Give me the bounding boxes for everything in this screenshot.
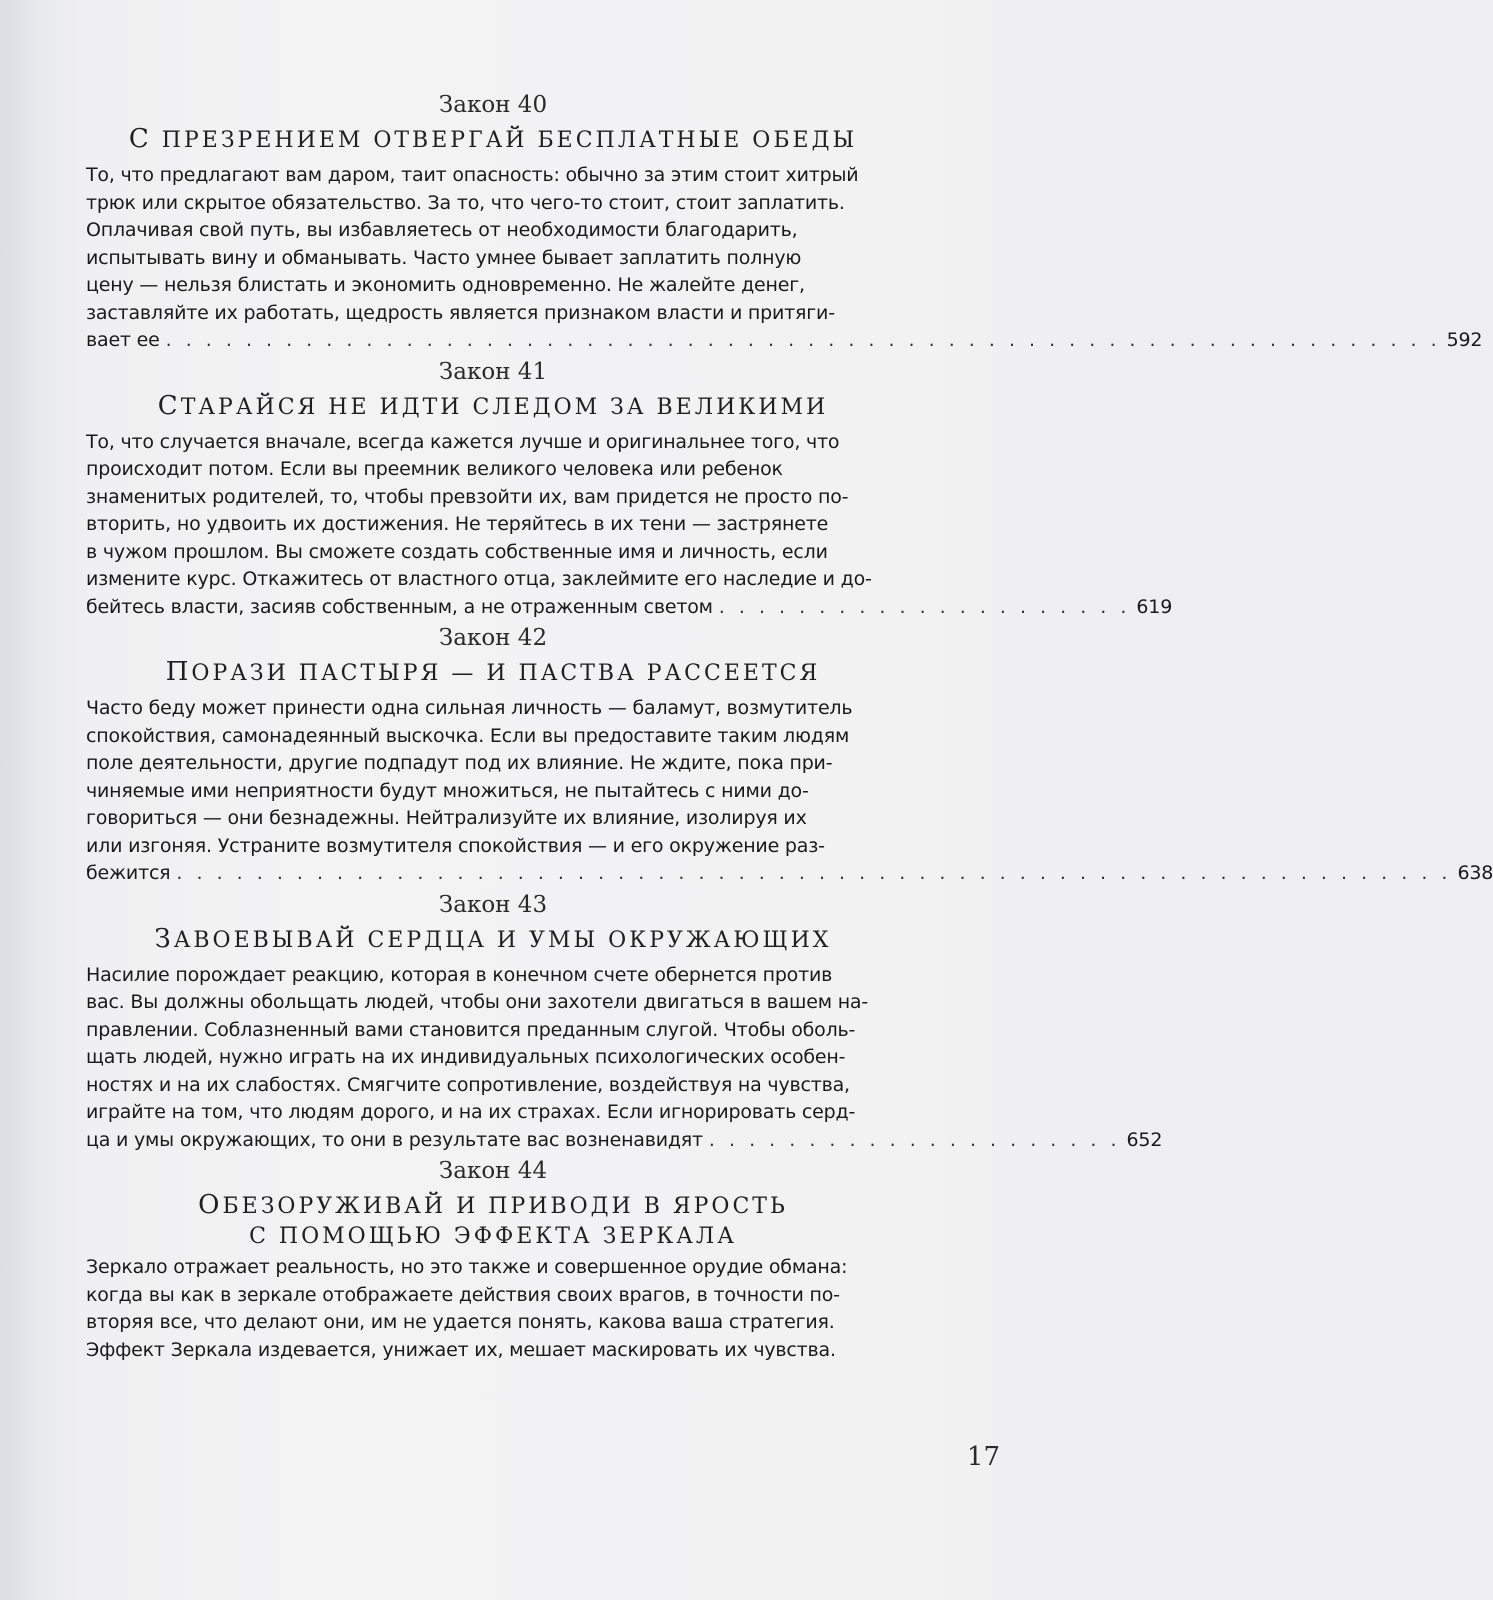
text-line: цену — нельзя блистать и экономить одновременно. Не жалейте денег, <box>86 274 805 296</box>
text-line: вторить, но удвоить их достижения. Не теряйтесь в их тени — застрянете <box>86 513 829 535</box>
law-42 <box>86 621 1493 888</box>
text-line-with-page: бежится . . . . . . . . . . . . . . . . . . . . . . . . . . . . . . . . . . . . . . . . . . . . . . . . . . . . . . . . . . . . . . . . 638 <box>86 860 900 888</box>
text-line: То, что предлагают вам даром, таит опасность: обычно за этим стоит хитрый <box>86 164 859 186</box>
text-line: испытывать вину и обманывать. Часто умнее бывает заплатить полную <box>86 246 802 269</box>
page-reference: 619 <box>1136 595 1173 618</box>
page-reference: 592 <box>1446 329 1483 351</box>
page-content <box>86 88 1493 1364</box>
text-line: Зеркало отражает реальность, но это также и совершенное орудие обмана: <box>86 1256 848 1278</box>
text-line: или изгоняя. Устраните возмутителя спокойствия — и его окружение раз- <box>86 834 825 857</box>
text-line: правлении. Соблазненный вами становится преданным слугой. Чтобы оболь- <box>86 1018 856 1041</box>
text-line: когда вы как в зеркале отображаете действия своих врагов, в точности по- <box>86 1283 840 1306</box>
law-number: Закон 40 <box>438 92 548 118</box>
law-text <box>86 1254 900 1364</box>
page-number: 17 <box>966 1442 1000 1472</box>
page-reference: 638 <box>1457 862 1493 884</box>
law-text <box>86 429 1173 622</box>
text-line: ностях и на их слабостях. Смягчите сопротивление, воздействуя на чувства, <box>86 1073 850 1096</box>
law-title: С ПРЕЗРЕНИЕМ ОТВЕРГАЙ БЕСПЛАТНЫЕ ОБЕДЫ <box>128 124 858 154</box>
text-line: трюк или скрытое обязательство. За то, что чего-то стоит, стоит заплатить. <box>86 191 845 214</box>
leader-dots: . . . . . . . . . . . . . . . . . . . . . . . . . . . . . . . . . . . . . . . . . . . . . . . . . . . . . . . . . . . . . . . . <box>165 329 1441 351</box>
text-line: вас. Вы должны обольщать людей, чтобы они захотели двигаться в вашем на- <box>86 991 869 1013</box>
text-line-with-page: ца и умы окружающих, то они в результате вас возненавидят . . . . . . . . . . . . . . . . . . . . . 652 <box>86 1127 900 1155</box>
law-number: Закон 41 <box>438 358 548 385</box>
text-line: в чужом прошлом. Вы сможете создать собственные имя и личность, если <box>86 540 828 563</box>
text-line: чиняемые ими неприятности будут множиться, не пытайтесь с ними до- <box>86 779 809 802</box>
text-line: Часто беду может принести одна сильная личность — баламут, возмутитель <box>86 697 853 719</box>
law-title: ОБЕЗОРУЖИВАЙ И ПРИВОДИ В ЯРОСТЬ <box>198 1190 788 1220</box>
text-line: происходит потом. Если вы преемник великого человека или ребенок <box>86 458 783 480</box>
text-line-with-page: вает ее . . . . . . . . . . . . . . . . . . . . . . . . . . . . . . . . . . . . . . . . . . . . . . . . . . . . . . . . . . . . . . . . 592 <box>86 327 900 355</box>
law-43 <box>86 888 1163 1155</box>
law-41 <box>86 355 1173 622</box>
text-line: измените курс. Откажитесь от властного отца, заклеймите его наследие и до- <box>86 568 872 590</box>
law-number: Закон 43 <box>438 891 548 918</box>
text-line: заставляйте их работать, щедрость является признаком власти и притяги- <box>86 301 835 324</box>
law-number: Закон 42 <box>438 625 548 651</box>
text-line: Насилие порождает реакцию, которая в конечном счете обернется против <box>86 963 833 986</box>
law-title: ЗАВОЕВЫВАЙ СЕРДЦА И УМЫ ОКРУЖАЮЩИХ <box>154 923 832 954</box>
law-text <box>86 962 1163 1155</box>
law-40 <box>86 88 1483 355</box>
law-title-line-2: С ПОМОЩЬЮ ЭФФЕКТА ЗЕРКАЛА <box>249 1224 737 1249</box>
page-reference: 652 <box>1126 1128 1163 1151</box>
text-line: играйте на том, что людям дорого, и на их страхах. Если игнорировать серд- <box>86 1101 856 1123</box>
text-line: поле деятельности, другие подпадут под их влияние. Не ждите, пока при- <box>86 752 833 774</box>
law-text <box>86 695 1493 888</box>
law-44 <box>86 1154 900 1364</box>
text-line: Эффект Зеркала издевается, унижает их, мешает маскировать их чувства. <box>86 1338 836 1361</box>
text-line: вторяя все, что делают они, им не удается понять, какова ваша стратегия. <box>86 1311 835 1333</box>
leader-dots: . . . . . . . . . . . . . . . . . . . . . . . . . . . . . . . . . . . . . . . . . . . . . . . . . . . . . . . . . . . . . . . . <box>176 862 1452 884</box>
text-line: То, что случается вначале, всегда кажется лучше и оригинальнее того, что <box>86 430 840 453</box>
text-line-with-page: бейтесь власти, засияв собственным, а не отраженным светом . . . . . . . . . . . . . . . . . . . . . 619 <box>86 594 900 622</box>
law-number: Закон 44 <box>438 1158 548 1184</box>
text-line: Оплачивая свой путь, вы избавляетесь от необходимости благодарить, <box>86 219 798 241</box>
text-line: знаменитых родителей, то, чтобы превзойти их, вам придется не просто по- <box>86 485 849 508</box>
law-text <box>86 162 1483 355</box>
text-line: спокойствия, самонадеянный выскочка. Если вы предоставите таким людям <box>86 724 850 747</box>
law-title: ПОРАЗИ ПАСТЫРЯ — И ПАСТВА РАССЕЕТСЯ <box>165 657 821 687</box>
leader-dots: . . . . . . . . . . . . . . . . . . . . . <box>718 595 1131 618</box>
text-line: говориться — они безнадежны. Нейтрализуйте их влияние, изолируя их <box>86 807 807 829</box>
leader-dots: . . . . . . . . . . . . . . . . . . . . . <box>708 1128 1121 1151</box>
text-line: щать людей, нужно играть на их индивидуальных психологических особен- <box>86 1046 846 1068</box>
law-title: СТАРАЙСЯ НЕ ИДТИ СЛЕДОМ ЗА ВЕЛИКИМИ <box>157 390 829 421</box>
